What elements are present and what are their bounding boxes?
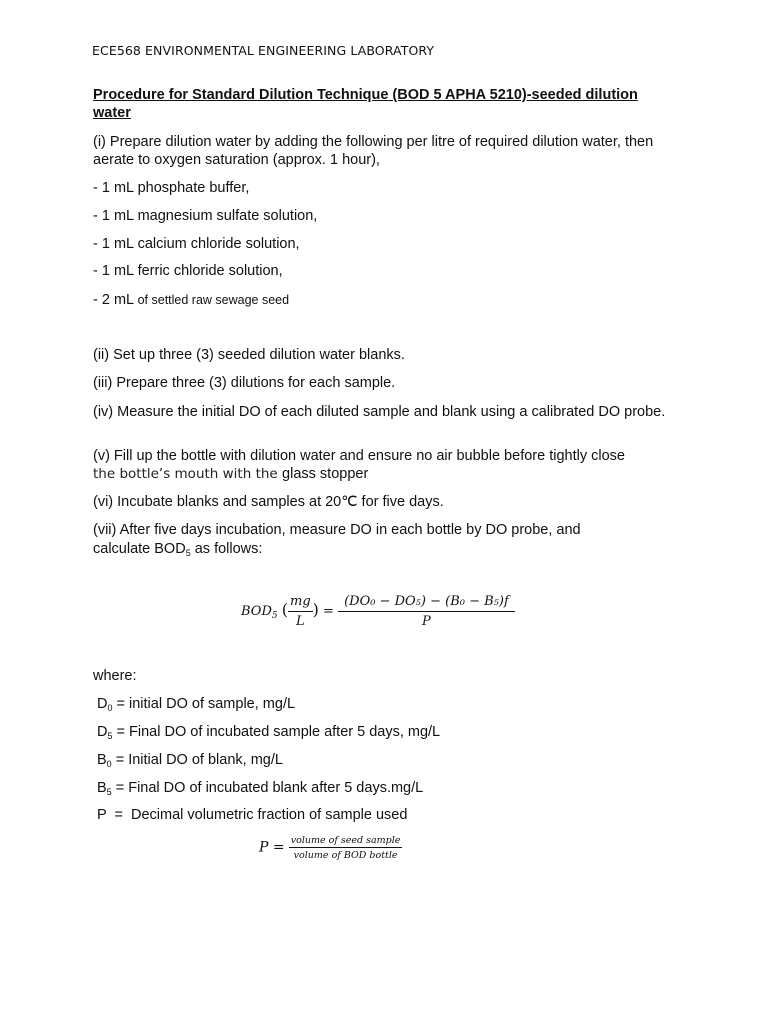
- definition-item: [97, 724, 440, 740]
- reagent-item: - 1 mL calcium chloride solution,: [93, 236, 300, 252]
- definition-text: = Initial DO of blank, mg/L: [111, 752, 283, 768]
- reagent-item-seed: [93, 292, 289, 308]
- definition-item: [97, 752, 283, 768]
- course-header: ECE568 ENVIRONMENTAL ENGINEERING LABORATORY: [92, 43, 435, 58]
- step-7-line-2b: as follows:: [190, 541, 263, 557]
- step-5-line-2b: glass stopper: [282, 466, 369, 482]
- p-denominator: volume of BOD bottle: [293, 850, 398, 861]
- definition-subscript: 5: [107, 731, 113, 741]
- bod-numerator: (DO₀ − DO₅) − (B₀ − B₅)f: [338, 594, 515, 612]
- p-definition: P = Decimal volumetric fraction of sample used: [97, 807, 408, 823]
- step-4-text: (iv) Measure the initial DO of each diluted sample and blank using a calibrated DO probe.: [93, 404, 666, 420]
- bod-denominator: P: [422, 614, 431, 629]
- p-fraction: [289, 835, 403, 861]
- bod-lhs-subscript: 5: [271, 611, 278, 621]
- definition-symbol: D: [97, 696, 108, 712]
- p-equation: [259, 835, 402, 861]
- definition-text: = initial DO of sample, mg/L: [112, 696, 296, 712]
- procedure-title: Procedure for Standard Dilution Technique (BOD 5 APHA 5210)-seeded dilution water: [93, 87, 638, 121]
- step-5-line-1: (v) Fill up the bottle with dilution water and ensure no air bubble before tightly close: [93, 448, 625, 464]
- where-label: where:: [93, 668, 137, 684]
- bod-lhs: BOD: [241, 604, 272, 619]
- step-7-line-1: (vii) After five days incubation, measure DO in each bottle by DO probe, and: [93, 522, 581, 538]
- reagent-item: - 1 mL phosphate buffer,: [93, 180, 250, 196]
- step-5-line-2: [93, 466, 368, 482]
- bod-subscript: 5: [185, 548, 191, 558]
- step-6-text: (vi) Incubate blanks and samples at 20℃ for five days.: [93, 494, 444, 510]
- reagent-item: - 1 mL ferric chloride solution,: [93, 263, 283, 279]
- step-1-text: (i) Prepare dilution water by adding the following per litre of required dilution water, then aerate to oxygen saturation (approx. 1 hour),: [93, 134, 654, 168]
- definition-symbol: B: [97, 752, 107, 768]
- p-numerator: volume of seed sample: [290, 835, 401, 846]
- bod-fraction: [338, 594, 515, 629]
- step-2-text: (ii) Set up three (3) seeded dilution water blanks.: [93, 347, 405, 363]
- definition-item: [97, 780, 423, 796]
- definition-text: = Final DO of incubated sample after 5 days, mg/L: [112, 724, 441, 740]
- seed-rest: of settled raw sewage seed: [137, 293, 290, 307]
- bod-equation: $BOD_5$ ( $\frac{mg}{L}$ ) = $\frac{\text{(DO₀ − DO₅) − (B₀ − B₅)f}}{P}$: [241, 594, 515, 629]
- units-denominator: L: [296, 614, 305, 629]
- definition-symbol: B: [97, 780, 107, 796]
- step-7-line-2: [93, 541, 262, 557]
- step-3-text: (iii) Prepare three (3) dilutions for each sample.: [93, 375, 396, 391]
- p-lhs: P =: [259, 839, 285, 856]
- step-7-line-2a: calculate BOD: [93, 541, 186, 557]
- seed-prefix: - 2 mL: [93, 292, 138, 308]
- units-fraction: [288, 594, 313, 629]
- step-5-line-2a: the bottle’s mouth with the: [93, 466, 283, 482]
- definition-subscript: 5: [106, 787, 112, 797]
- definition-text: = Final DO of incubated blank after 5 days.mg/L: [111, 780, 424, 796]
- reagent-item: - 1 mL magnesium sulfate solution,: [93, 208, 318, 224]
- definition-symbol: D: [97, 724, 108, 740]
- definition-subscript: 0: [107, 703, 113, 713]
- definition-item: [97, 696, 295, 712]
- definition-subscript: 0: [106, 759, 112, 769]
- units-numerator: mg: [288, 594, 313, 612]
